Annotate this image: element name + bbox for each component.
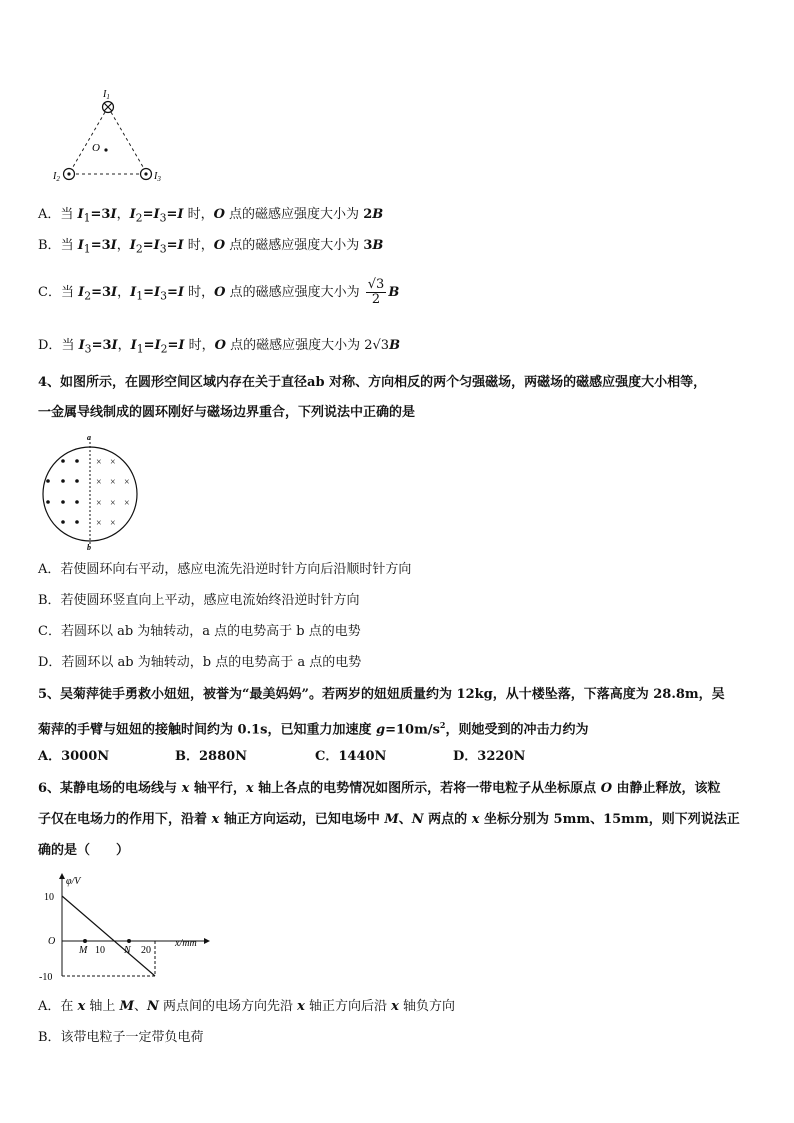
q3-option-c: C．当 $I_2=3I$，$I_1=I_3=I$ 时，O 点的磁感应强度大小为 $\frac{√3}{2}$ B <box>38 277 400 307</box>
q6-option-a: A．在 x 轴上 M、N 两点间的电场方向先沿 x 轴正方向后沿 x 轴负方向 <box>38 999 456 1014</box>
x-axis-label: x/mm <box>175 938 197 949</box>
point-o <box>104 148 107 151</box>
svg-text:×: × <box>110 457 116 468</box>
point-n <box>127 939 131 943</box>
q5-stem-line2: 菊萍的手臂与妞妞的接触时间约为 0.1s，已知重力加速度 $g=10m/s^2$，则她受到的冲击力约为 <box>38 720 589 738</box>
svg-text:×: × <box>124 498 130 509</box>
q5-stem-line1: 5、吴菊萍徒手勇救小妞妞，被誉为“最美妈妈”。若两岁的妞妞质量约为 12kg，从十楼坠落，下落高度为 28.8m，吴 <box>38 687 725 702</box>
label-i1: $I_1$ <box>103 89 110 101</box>
q4-stem-line2: 一金属导线制成的圆环刚好与磁场边界重合，下列说法中正确的是 <box>38 405 416 420</box>
q3-option-d: D．当 $I_3=3I$，$I_1=I_2=I$ 时，O 点的磁感应强度大小为 2√3B <box>38 338 401 356</box>
y-tick-minus-10: -10 <box>39 972 53 982</box>
svg-text:×: × <box>124 477 130 488</box>
label-m: M <box>79 945 88 956</box>
circular-magnetic-field-figure <box>36 434 146 552</box>
q6-stem-line2: 子仅在电场力的作用下，沿着 x 轴正方向运动，已知电场中 M、N 两点的 x 坐标分别为 5mm、15mm，则下列说法正 <box>38 812 740 827</box>
field-dots-left <box>46 459 79 524</box>
q4-option-a: A．若使圆环向右平动，感应电流先沿逆时针方向后沿顺时针方向 <box>38 562 412 577</box>
q3-option-b: B．当 $I_1=3I$，$I_2=I_3=I$ 时，O 点的磁感应强度大小为 3B <box>38 238 384 256</box>
q6-stem-line1: 6、某静电场的电场线与 x 轴平行，x 轴上各点的电势情况如图所示，若将一带电粒子从坐标原点 O 由静止释放，该粒 <box>38 781 721 796</box>
origin-label: O <box>48 936 56 947</box>
y-tick-10: 10 <box>44 892 54 903</box>
q6-stem-line3: 确的是（ ） <box>38 843 130 858</box>
q5-option-d: D．3220N <box>453 749 526 764</box>
q5-option-b: B．2880N <box>175 749 248 764</box>
label-a: a <box>87 434 91 442</box>
current-into-page-symbol <box>103 102 114 113</box>
q6-option-b: B．该带电粒子一定带负电荷 <box>38 1030 204 1045</box>
svg-text:×: × <box>110 518 116 529</box>
potential-graph <box>36 870 216 982</box>
label-i2: $I_2$ <box>53 171 60 183</box>
q4-option-d: D．若圆环以 ab 为轴转动，b 点的电势高于 a 点的电势 <box>38 655 362 670</box>
q3-option-a: A．当 $I_1=3I$，$I_2=I_3=I$ 时，O 点的磁感应强度大小为 2B <box>38 207 384 225</box>
field-crosses-right <box>96 457 130 529</box>
label-o: O <box>92 142 100 154</box>
q4-option-b: B．若使圆环竖直向上平动，感应电流始终沿逆时针方向 <box>38 593 360 608</box>
q4-option-c: C．若圆环以 ab 为轴转动，a 点的电势高于 b 点的电势 <box>38 624 361 639</box>
label-b: b <box>87 543 91 552</box>
x-tick-20: 20 <box>141 945 151 956</box>
q5-option-c: C．1440N <box>315 749 387 764</box>
potential-line <box>62 896 155 976</box>
svg-text:×: × <box>96 457 102 468</box>
svg-text:×: × <box>110 498 116 509</box>
svg-text:×: × <box>96 477 102 488</box>
svg-text:×: × <box>96 498 102 509</box>
y-axis-label: φ/V <box>66 876 81 887</box>
svg-text:×: × <box>96 518 102 529</box>
label-i3: $I_3$ <box>154 171 161 183</box>
q4-stem-line1: 4、如图所示，在圆形空间区域内存在关于直径ab 对称、方向相反的两个匀强磁场，两磁场的磁感应强度大小相等， <box>38 375 707 390</box>
current-out-of-page-symbol <box>64 169 75 180</box>
triangle-currents-figure <box>50 86 170 190</box>
fraction-root3-over-2: $\frac{√3}{2}$ <box>367 277 385 307</box>
q5-options <box>38 748 558 766</box>
q5-option-a: A．3000N <box>38 749 110 764</box>
x-tick-10: 10 <box>95 945 105 956</box>
point-m <box>83 939 87 943</box>
svg-text:×: × <box>110 477 116 488</box>
current-out-of-page-symbol <box>141 169 152 180</box>
label-n: N <box>124 945 131 956</box>
